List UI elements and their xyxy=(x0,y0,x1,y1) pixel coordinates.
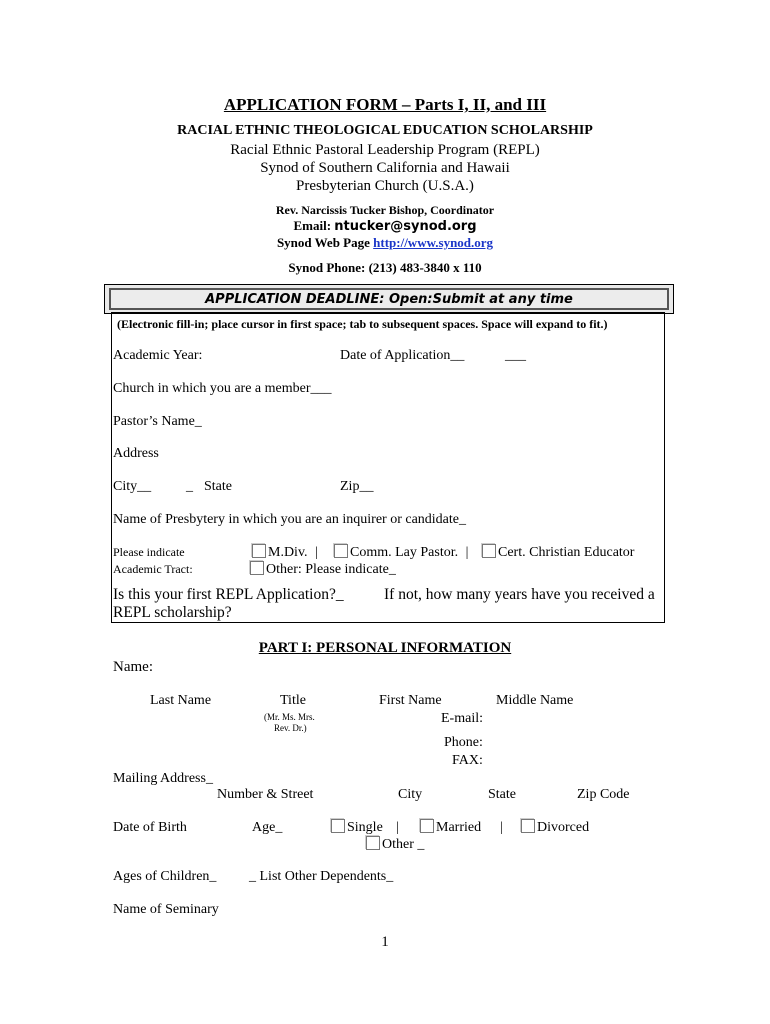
mailing-address-field[interactable]: Mailing Address_ xyxy=(113,771,213,786)
first-name-label: First Name xyxy=(379,693,442,708)
date-blank[interactable]: ___ xyxy=(505,348,526,363)
presbytery-field[interactable]: Name of Presbytery in which you are an inquirer or candidate_ xyxy=(113,512,466,527)
name-label: Name: xyxy=(113,659,153,675)
synod-name: Synod of Southern California and Hawaii xyxy=(260,160,510,176)
please-indicate-label: Please indicate xyxy=(113,545,185,559)
last-name-label: Last Name xyxy=(150,693,212,708)
other-tract-checkbox[interactable] xyxy=(250,561,264,575)
separator: | xyxy=(500,820,503,835)
phone-field[interactable]: Phone: xyxy=(444,735,483,750)
fax-field[interactable]: FAX: xyxy=(452,753,483,768)
married-option[interactable] xyxy=(420,819,481,836)
deadline-text: APPLICATION DEADLINE: Open:Submit at any time xyxy=(109,288,669,310)
repl-scholarship-text: REPL scholarship? xyxy=(113,604,232,621)
comm-lay-option[interactable] xyxy=(334,544,468,561)
email-field[interactable]: E-mail: xyxy=(441,711,483,726)
cert-checkbox[interactable] xyxy=(482,544,496,558)
date-of-application-field[interactable]: Date of Application__ xyxy=(340,348,465,363)
married-label: Married xyxy=(436,820,482,835)
single-label: Single xyxy=(347,820,383,835)
separator: | xyxy=(315,545,318,560)
city-blank[interactable]: _ xyxy=(186,479,193,494)
married-checkbox[interactable] xyxy=(420,819,434,833)
other-status-checkbox[interactable] xyxy=(366,836,380,850)
web-line xyxy=(0,235,770,251)
synod-phone: Synod Phone: (213) 483-3840 x 110 xyxy=(288,260,482,275)
web-link[interactable]: http://www.synod.org xyxy=(373,235,494,250)
state-label: State xyxy=(488,787,516,802)
page-title: APPLICATION FORM – Parts I, II, and III xyxy=(223,95,547,114)
other-tract-label: Other: Please indicate_ xyxy=(266,562,396,577)
other-dependents-field[interactable]: _ List Other Dependents_ xyxy=(249,869,394,884)
number-street-label: Number & Street xyxy=(217,787,314,802)
comm-lay-checkbox[interactable] xyxy=(334,544,348,558)
academic-tract-label: Academic Tract: xyxy=(113,562,193,576)
city-label: City xyxy=(398,787,423,802)
page-number: 1 xyxy=(381,934,389,950)
email-line xyxy=(0,218,770,234)
divorced-label: Divorced xyxy=(537,820,590,835)
title-note-1: (Mr. Ms. Mrs. xyxy=(264,712,315,722)
mdiv-checkbox[interactable] xyxy=(252,544,266,558)
cert-label: Cert. Christian Educator xyxy=(498,545,635,560)
other-status-label: Other _ xyxy=(382,837,425,852)
zip-field[interactable]: Zip__ xyxy=(340,479,374,494)
email-value: ntucker@synod.org xyxy=(334,219,477,234)
single-option[interactable] xyxy=(331,819,383,836)
instructions: (Electronic fill-in; place cursor in first space; tab to subsequent spaces. Space will expand to fit.) xyxy=(117,317,608,331)
ages-of-children-field[interactable]: Ages of Children_ xyxy=(113,869,217,884)
title-note-2: Rev. Dr.) xyxy=(274,723,307,733)
comm-lay-label: Comm. Lay Pastor. xyxy=(350,545,459,560)
date-of-birth-field[interactable]: Date of Birth xyxy=(113,820,187,835)
seminary-field[interactable]: Name of Seminary xyxy=(113,902,219,917)
zip-code-label: Zip Code xyxy=(577,787,630,802)
middle-name-label: Middle Name xyxy=(496,693,574,708)
separator: | xyxy=(465,545,469,560)
other-status-option[interactable] xyxy=(366,836,424,853)
pastor-name-field[interactable]: Pastor’s Name_ xyxy=(113,414,202,429)
church-name: Presbyterian Church (U.S.A.) xyxy=(296,178,474,194)
academic-year-field[interactable]: Academic Year: xyxy=(113,348,203,363)
address-field[interactable]: Address xyxy=(113,446,159,461)
single-checkbox[interactable] xyxy=(331,819,345,833)
other-tract-option[interactable] xyxy=(250,561,396,578)
first-repl-field[interactable]: Is this your first REPL Application?_ xyxy=(113,586,344,603)
web-label: Synod Web Page xyxy=(276,235,370,250)
divorced-option[interactable] xyxy=(521,819,589,836)
city-field[interactable]: City__ xyxy=(113,479,152,494)
age-field[interactable]: Age_ xyxy=(252,820,283,835)
divorced-checkbox[interactable] xyxy=(521,819,535,833)
coordinator: Rev. Narcissis Tucker Bishop, Coordinator xyxy=(275,203,495,217)
cert-option[interactable] xyxy=(482,544,634,561)
deadline-banner xyxy=(104,284,674,314)
state-field[interactable]: State xyxy=(204,479,232,494)
program-name: Racial Ethnic Pastoral Leadership Program (REPL) xyxy=(230,142,540,158)
title-label: Title xyxy=(280,693,306,708)
church-field[interactable]: Church in which you are a member___ xyxy=(113,381,332,396)
years-received-text: If not, how many years have you received a xyxy=(384,586,655,603)
scholarship-title: RACIAL ETHNIC THEOLOGICAL EDUCATION SCHOLARSHIP xyxy=(177,123,593,138)
mdiv-label: M.Div. xyxy=(268,545,308,560)
email-label: Email: xyxy=(293,218,332,233)
separator: | xyxy=(396,820,399,835)
mdiv-option[interactable] xyxy=(252,544,318,561)
part1-heading: PART I: PERSONAL INFORMATION xyxy=(258,640,512,656)
